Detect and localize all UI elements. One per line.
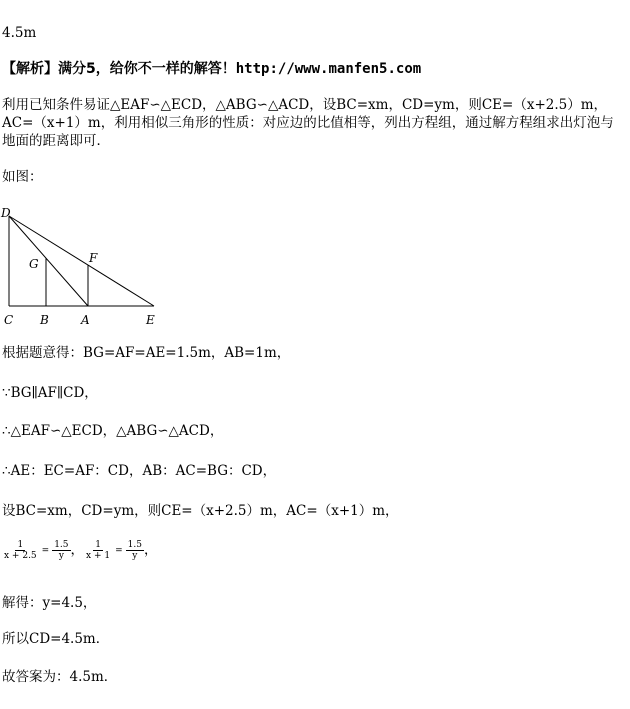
label-b: B xyxy=(40,313,49,327)
analysis-bracket-label: 【解析】 xyxy=(2,61,58,77)
fraction-3: $\frac{1}{x + 1}$ xyxy=(86,540,111,561)
label-c: C xyxy=(4,313,14,327)
triangle-figure xyxy=(0,200,170,330)
ratio-line: ∴AE：EC=AF：CD，AB：AC=BG：CD， xyxy=(2,463,277,479)
parallel-line: ∵BG∥AF∥CD， xyxy=(2,385,98,401)
conclusion-line: 所以CD=4.5m． xyxy=(2,631,110,647)
similar-line: ∴△EAF∽△ECD，△ABG∽△ACD， xyxy=(2,423,224,439)
label-f: F xyxy=(89,251,98,265)
analysis-heading xyxy=(2,60,421,78)
label-g: G xyxy=(29,257,39,271)
label-e: E xyxy=(146,313,155,327)
equation-line: $\frac{1}{x + 2.5}$ = $\frac{1.5}{y}$ ， $\frac{1}{x + 1}$ = $\frac{1.5}{y}$ ， xyxy=(4,540,158,561)
final-answer-line: 故答案为：4.5m． xyxy=(2,669,118,685)
figure-caption: 如图： xyxy=(2,169,43,185)
promo-text: 满分5，给你不一样的解答！ xyxy=(58,61,236,77)
fraction-1: $\frac{1}{x + 2.5}$ xyxy=(4,540,37,561)
fraction-4: $\frac{1.5}{y}$ xyxy=(127,540,142,561)
promo-url[interactable]: http://www.manfen5.com xyxy=(235,61,422,77)
analysis-paragraph: 利用已知条件易证△EAF∽△ECD，△ABG∽△ACD，设BC=xm，CD=ym，则CE=（x+2.5）m，AC=（x+1）m，利用相似三角形的性质：对应边的比值相等，列出方程组，通过解方程组求出灯泡与地面的距离即可． xyxy=(2,97,614,149)
given-line: 根据题意得：BG=AF=AE=1.5m，AB=1m， xyxy=(2,345,291,361)
label-d: D xyxy=(1,206,11,220)
answer-top: 4.5m xyxy=(2,25,37,41)
segment-da xyxy=(9,216,88,306)
solve-line: 解得：y=4.5， xyxy=(2,595,97,611)
label-a: A xyxy=(81,313,90,327)
fraction-2: $\frac{1.5}{y}$ xyxy=(54,540,69,561)
let-line: 设BC=xm，CD=ym，则CE=（x+2.5）m，AC=（x+1）m， xyxy=(2,503,399,519)
